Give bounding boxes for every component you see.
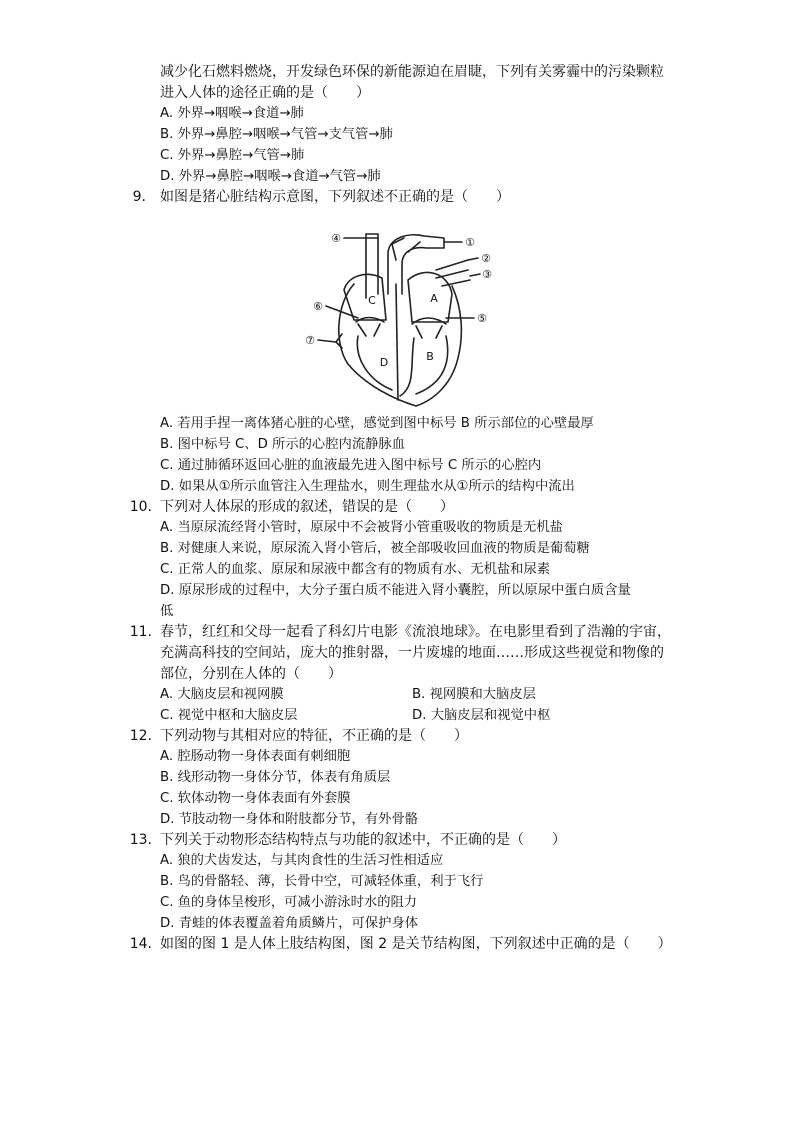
q13-option-c: C. 鱼的身体呈梭形，可减小游泳时水的阻力 — [160, 895, 418, 910]
q12-option-a: A. 腔肠动物一身体表面有刺细胞 — [160, 749, 351, 764]
q11-number: 11. — [129, 624, 152, 640]
q11-stem-line1: 春节，红红和父母一起看了科幻片电影《流浪地球》。在电影里看到了浩瀚的宇宙， — [160, 624, 671, 640]
q10-option-d: D. 原尿形成的过程中，大分子蛋白质不能进入肾小囊腔，所以原尿中蛋白质含量 — [160, 583, 631, 598]
label-6: ⑥ — [313, 300, 323, 313]
mitral-valve — [412, 318, 446, 338]
q8-option-d: D. 外界→鼻腔→咽喉→食道→气管→肺 — [160, 169, 381, 184]
q11-option-b: B. 视网膜和大脑皮层 — [412, 687, 536, 702]
q10-option-d-cont: 低 — [160, 604, 174, 619]
label-3: ③ — [482, 268, 492, 281]
q12-stem: 下列动物与其相对应的特征，不正确的是（ ） — [160, 728, 468, 744]
q9-option-c: C. 通过肺循环返回心脏的血液最先进入图中标号 C 所示的心腔内 — [160, 458, 542, 473]
q11-option-d: D. 大脑皮层和视觉中枢 — [412, 708, 551, 723]
q10-stem: 下列对人体尿的形成的叙述，错误的是（ ） — [160, 499, 454, 515]
q13-stem: 下列关于动物形态结构特点与功能的叙述中，不正确的是（ ） — [160, 832, 566, 848]
q12-option-d: D. 节肢动物一身体和附肢都分节，有外骨骼 — [160, 812, 419, 827]
q8-stem-line1: 减少化石燃料燃烧，开发绿色环保的新能源迫在眉睫，下列有关雾霾中的污染颗粒 — [160, 64, 664, 80]
q13-option-a: A. 狼的犬齿发达，与其肉食性的生活习性相适应 — [160, 853, 444, 868]
pulmonary-veins — [436, 260, 470, 286]
q10-option-b: B. 对健康人来说，原尿流入肾小管后，被全部吸收回血液的物质是葡萄糖 — [160, 541, 590, 556]
q8-option-b: B. 外界→鼻腔→咽喉→气管→支气管→肺 — [160, 127, 393, 142]
label-2: ② — [481, 252, 491, 265]
q9-option-d: D. 如果从①所示血管注入生理盐水，则生理盐水从①所示的结构中流出 — [160, 479, 575, 494]
q9-option-b: B. 图中标号 C、D 所示的心腔内流静脉血 — [160, 437, 406, 452]
septum — [396, 284, 398, 400]
heart-diagram-svg — [296, 224, 500, 412]
right-atrium-outline — [344, 274, 386, 320]
q8-option-a: A. 外界→咽喉→食道→肺 — [160, 106, 304, 121]
q11-stem-line3: 部位，分别在人体的（ ） — [160, 666, 342, 682]
label-chamber-c: C — [368, 294, 376, 307]
left-ventricle-wall — [400, 336, 448, 396]
q14-number: 14. — [129, 936, 152, 952]
label-chamber-b: B — [426, 350, 434, 363]
vena-cava-superior — [366, 234, 378, 298]
q8-stem-line2: 进入人体的途径正确的是（ ） — [160, 85, 370, 101]
pulmonary-artery — [392, 238, 420, 260]
q11-option-c: C. 视觉中枢和大脑皮层 — [160, 708, 298, 723]
q10-option-c: C. 正常人的血浆、原尿和尿液中都含有的物质有水、无机盐和尿素 — [160, 562, 551, 577]
leader-2 — [468, 258, 478, 260]
q9-stem: 如图是猪心脏结构示意图，下列叙述不正确的是（ ） — [160, 189, 510, 205]
label-1: ① — [465, 236, 475, 249]
q10-option-a: A. 当原尿流经肾小管时，原尿中不会被肾小管重吸收的物质是无机盐 — [160, 520, 563, 535]
label-7: ⑦ — [305, 334, 315, 347]
q11-option-a: A. 大脑皮层和视网膜 — [160, 687, 284, 702]
q12-number: 12. — [129, 728, 152, 744]
q14-stem: 如图的图 1 是人体上肢结构图，图 2 是关节结构图，下列叙述中正确的是（ ） — [160, 936, 672, 952]
q13-option-d: D. 青蛙的体表覆盖着角质鳞片，可保护身体 — [160, 916, 419, 931]
label-chamber-a: A — [430, 292, 438, 305]
q13-number: 13. — [129, 832, 152, 848]
heart-diagram — [296, 224, 500, 412]
label-chamber-d: D — [379, 356, 389, 369]
leader-7 — [318, 340, 336, 342]
q9-number: 9. — [132, 189, 146, 205]
q12-option-b: B. 线形动物一身体分节，体表有角质层 — [160, 770, 391, 785]
q8-option-c: C. 外界→鼻腔→气管→肺 — [160, 148, 305, 163]
q13-option-b: B. 鸟的骨骼轻、薄，长骨中空，可减轻体重，利于飞行 — [160, 874, 484, 889]
label-5: ⑤ — [477, 312, 487, 325]
leader-3 — [470, 274, 480, 276]
q11-stem-line2: 充满高科技的空间站，庞大的推射器，一片废墟的地面……形成这些视觉和物像的 — [160, 645, 664, 661]
q10-number: 10. — [129, 499, 152, 515]
label-4: ④ — [331, 232, 341, 245]
q12-option-c: C. 软体动物一身体表面有外套膜 — [160, 791, 351, 806]
q9-option-a: A. 若用手捏一离体猪心脏的心壁，感觉到图中标号 B 所示部位的心壁最厚 — [160, 416, 594, 431]
